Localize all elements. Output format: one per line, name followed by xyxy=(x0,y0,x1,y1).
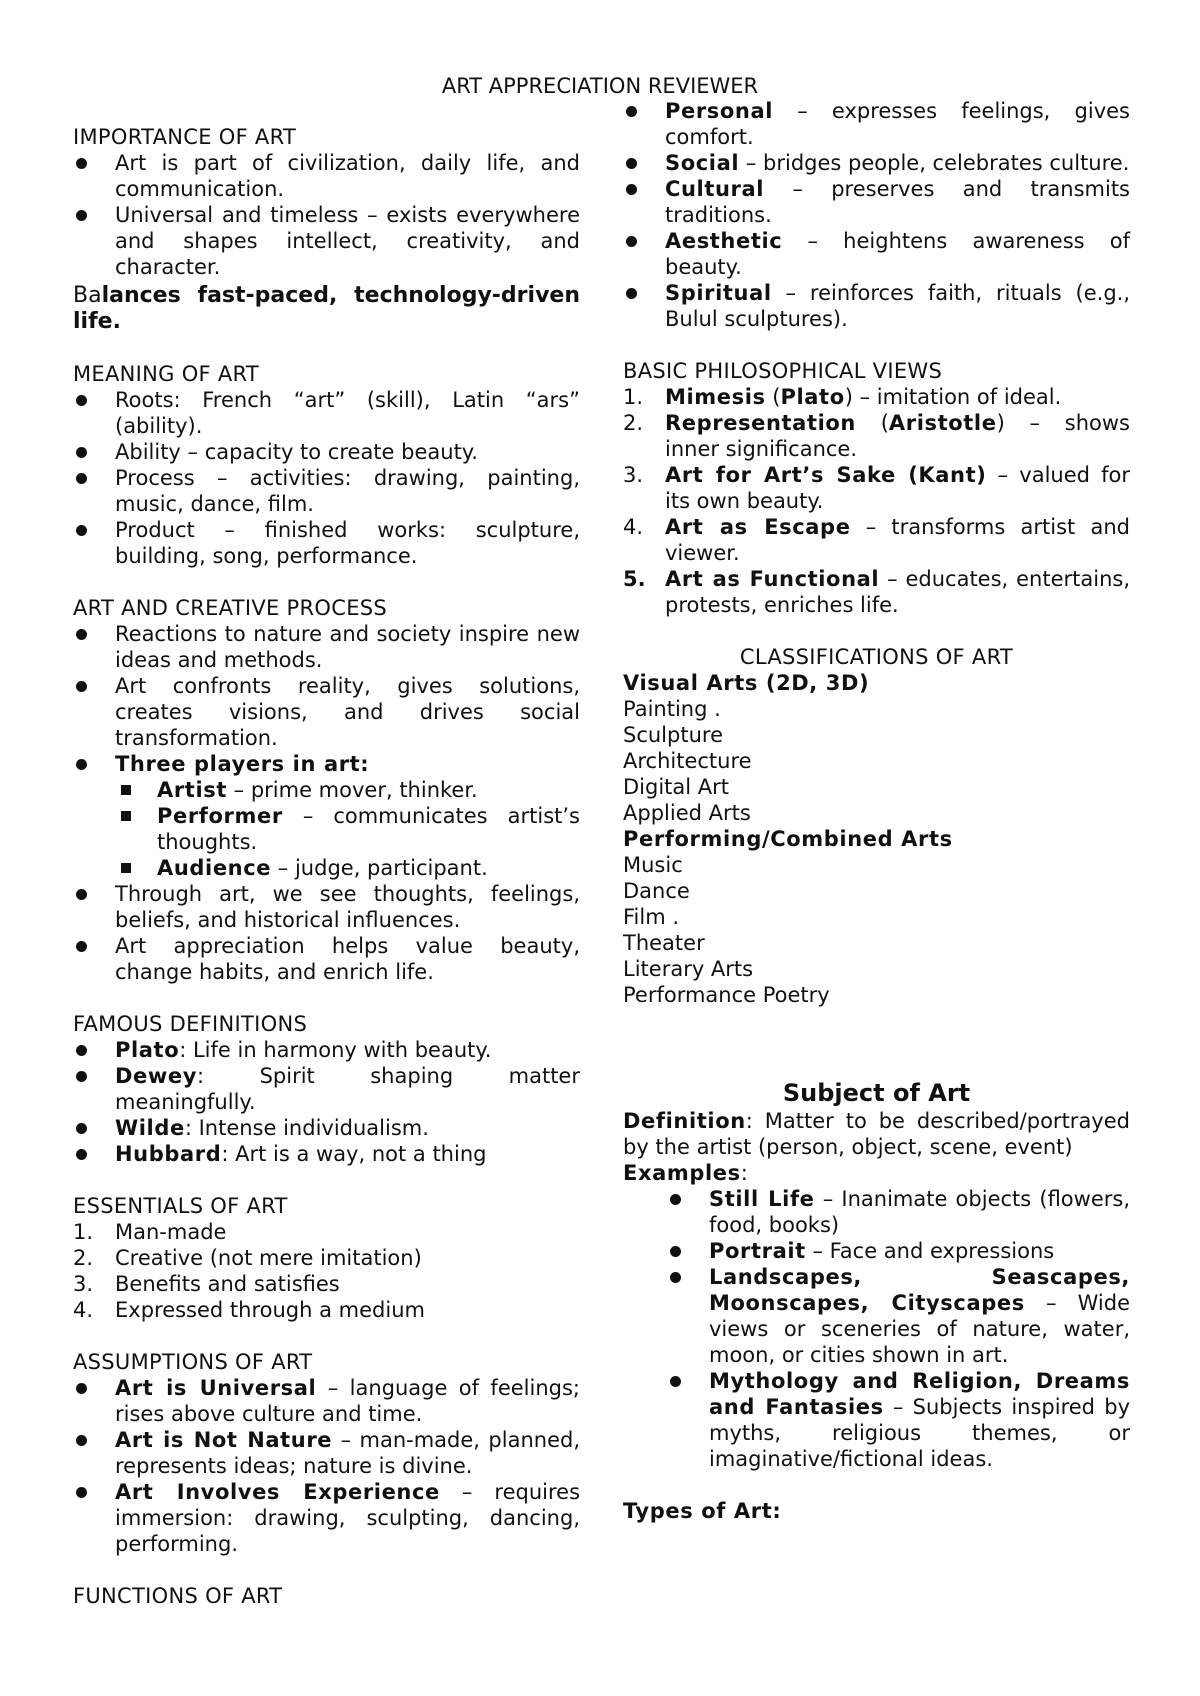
list-item: Film . xyxy=(623,905,680,929)
list-item: Landscapes, Seascapes, Moonscapes, Cityscapes – Wide views or sceneries of nature, water, moon, or cities shown in art. xyxy=(623,1264,1130,1368)
list-item: Art is Not Nature – man-made, planned, represents ideas; nature is divine. xyxy=(73,1427,580,1479)
list-item: Ability – capacity to create beauty. xyxy=(73,439,580,465)
right-column xyxy=(623,98,1130,1524)
importance-extra-prefix: Ba xyxy=(73,283,102,308)
list-item: Dewey: Spirit shaping matter meaningfully. xyxy=(73,1063,580,1115)
list-item: 3. Benefits and satisfies xyxy=(73,1272,340,1296)
subject-examples-list xyxy=(623,1186,1130,1472)
list-item: Reactions to nature and society inspire new ideas and methods. xyxy=(73,621,580,673)
players-label: Three players in art: xyxy=(115,752,370,776)
list-item: Audience – judge, participant. xyxy=(115,855,580,881)
list-item: Theater xyxy=(623,931,705,955)
list-item: Cultural – preserves and transmits traditions. xyxy=(623,176,1130,228)
list-item: Applied Arts xyxy=(623,801,751,825)
list-item: Portrait – Face and expressions xyxy=(623,1238,1130,1264)
left-column xyxy=(73,124,580,1609)
list-item: Roots: French “art” (skill), Latin “ars” (ability). xyxy=(73,387,580,439)
list-item: Art Involves Experience – requires immersion: drawing, sculpting, dancing, performing. xyxy=(73,1479,580,1557)
list-item: Music xyxy=(623,853,683,877)
list-item: 2. Representation (Aristotle) – shows inner significance. xyxy=(623,411,1130,461)
list-item: Art confronts reality, gives solutions, creates visions, and drives social transformation. xyxy=(73,673,580,751)
subject-heading: Subject of Art xyxy=(782,1079,971,1107)
list-item: Artist – prime mover, thinker. xyxy=(115,777,580,803)
section-heading-assumptions: ASSUMPTIONS OF ART xyxy=(73,1350,313,1374)
types-of-art-label: Types of Art: xyxy=(623,1499,782,1523)
section-heading-importance: IMPORTANCE OF ART xyxy=(73,125,297,149)
list-item: Spiritual – reinforces faith, rituals (e.g., Bulul sculptures). xyxy=(623,280,1130,332)
list-item: Literary Arts xyxy=(623,957,754,981)
subject-examples-label: Examples: xyxy=(623,1161,748,1185)
list-item: Painting . xyxy=(623,697,721,721)
essentials-list xyxy=(73,1219,580,1323)
list-item: 5. Art as Functional – educates, entertains, protests, enriches life. xyxy=(623,567,1130,617)
list-item: 4. Expressed through a medium xyxy=(73,1298,425,1322)
list-item xyxy=(73,751,580,777)
list-item: Wilde: Intense individualism. xyxy=(73,1115,580,1141)
list-item: Performer – communicates artist’s thoughts. xyxy=(115,803,580,855)
section-heading-meaning: MEANING OF ART xyxy=(73,362,260,386)
list-item: Art appreciation helps value beauty, change habits, and enrich life. xyxy=(73,933,580,985)
assumptions-list xyxy=(73,1375,580,1557)
creative-list xyxy=(73,621,580,777)
list-item: Dance xyxy=(623,879,690,903)
players-list xyxy=(115,777,580,881)
list-item: Art is Universal – language of feelings; rises above culture and time. xyxy=(73,1375,580,1427)
subject-definition: Definition: Matter to be described/portrayed by the artist (person, object, scene, event) xyxy=(623,1109,1130,1159)
list-item: Product – finished works: sculpture, building, song, performance. xyxy=(73,517,580,569)
list-item: 2. Creative (not mere imitation) xyxy=(73,1246,422,1270)
list-item: Sculpture xyxy=(623,723,723,747)
definitions-list xyxy=(73,1037,580,1167)
page-title: ART APPRECIATION REVIEWER xyxy=(441,74,759,98)
visual-arts-label: Visual Arts (2D, 3D) xyxy=(623,671,870,695)
philosophy-list xyxy=(623,384,1130,618)
list-item: 3. Art for Art’s Sake (Kant) – valued for its own beauty. xyxy=(623,463,1130,513)
list-item: Architecture xyxy=(623,749,752,773)
classifications-block xyxy=(623,670,1130,1008)
list-item: 1. Mimesis (Plato) – imitation of ideal. xyxy=(623,385,1062,409)
list-item: Through art, we see thoughts, feelings, beliefs, and historical influences. xyxy=(73,881,580,933)
importance-list xyxy=(73,150,580,280)
meaning-list xyxy=(73,387,580,569)
section-heading-philosophy: BASIC PHILOSOPHICAL VIEWS xyxy=(623,359,943,383)
list-item: Plato: Life in harmony with beauty. xyxy=(73,1037,580,1063)
creative-list-after xyxy=(73,881,580,985)
performing-arts-label: Performing/Combined Arts xyxy=(623,827,953,851)
section-heading-creative: ART AND CREATIVE PROCESS xyxy=(73,596,388,620)
list-item: Personal – expresses feelings, gives comfort. xyxy=(623,98,1130,150)
section-heading-essentials: ESSENTIALS OF ART xyxy=(73,1194,288,1218)
list-item: Universal and timeless – exists everywhere and shapes intellect, creativity, and character. xyxy=(73,202,580,280)
list-item: Hubbard: Art is a way, not a thing xyxy=(73,1141,580,1167)
list-item: 4. Art as Escape – transforms artist and viewer. xyxy=(623,515,1130,565)
list-item: Social – bridges people, celebrates culture. xyxy=(623,150,1130,176)
list-item: Process – activities: drawing, painting, music, dance, film. xyxy=(73,465,580,517)
section-heading-classifications: CLASSIFICATIONS OF ART xyxy=(739,645,1014,669)
importance-extra xyxy=(73,283,580,335)
list-item: Still Life – Inanimate objects (flowers, food, books) xyxy=(623,1186,1130,1238)
list-item: 1. Man-made xyxy=(73,1220,227,1244)
list-item: Performance Poetry xyxy=(623,983,830,1007)
list-item: Aesthetic – heightens awareness of beauty. xyxy=(623,228,1130,280)
list-item: Art is part of civilization, daily life, and communication. xyxy=(73,150,580,202)
list-item: Mythology and Religion, Dreams and Fantasies – Subjects inspired by myths, religious themes, or imaginative/fictional ideas. xyxy=(623,1368,1130,1472)
list-item: Digital Art xyxy=(623,775,730,799)
importance-extra-rest: lances fast-paced, technology-driven life. xyxy=(73,283,580,334)
section-heading-definitions: FAMOUS DEFINITIONS xyxy=(73,1012,308,1036)
functions-list xyxy=(623,98,1130,332)
section-heading-functions: FUNCTIONS OF ART xyxy=(73,1584,283,1608)
